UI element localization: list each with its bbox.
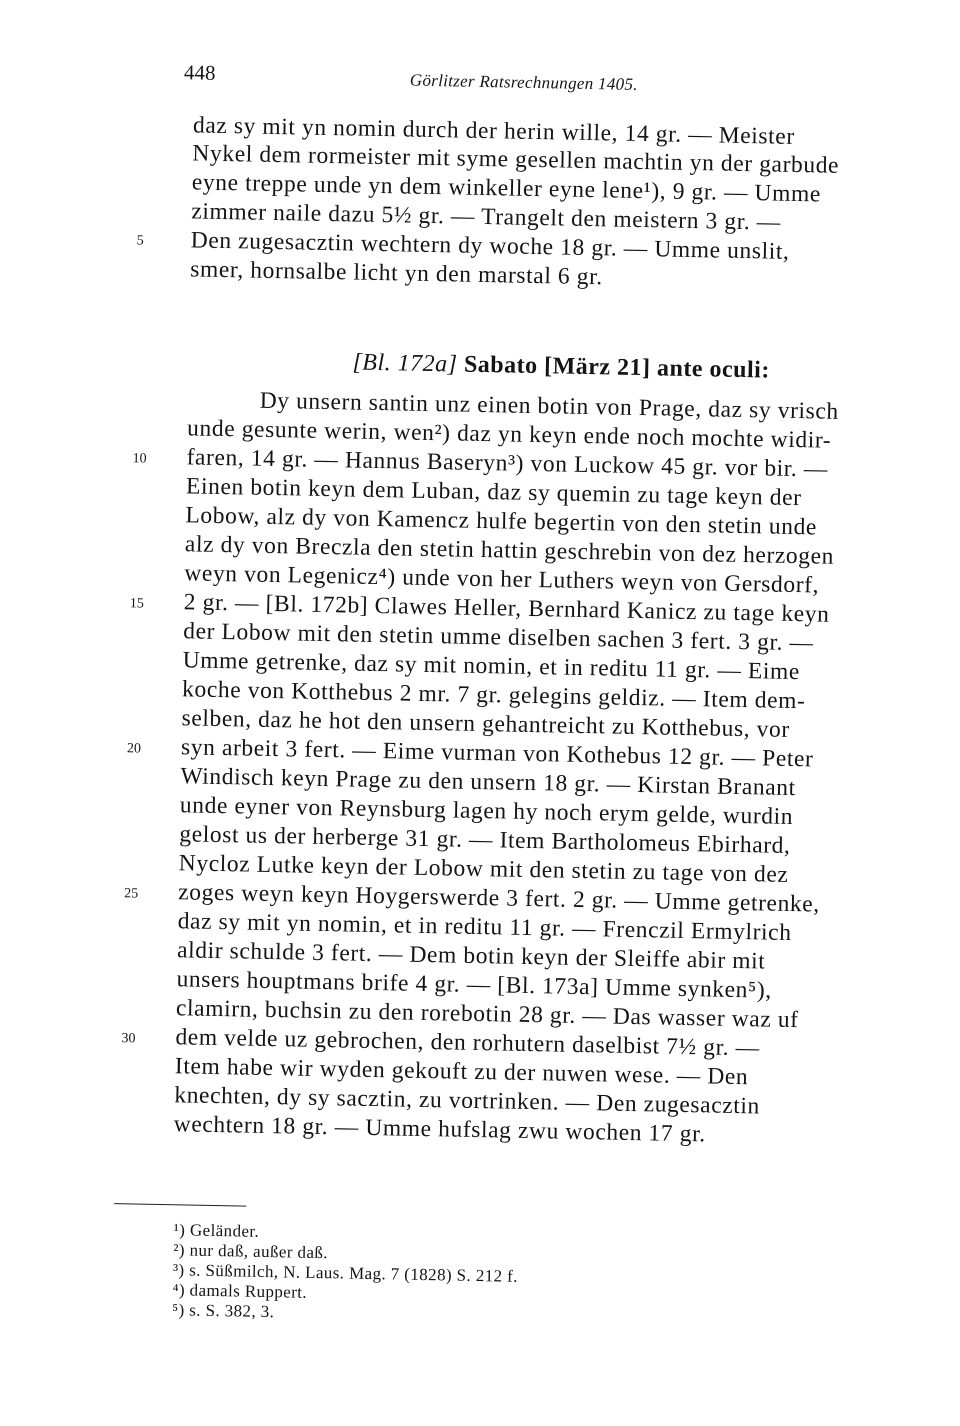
text-line: clamirn, buchsin zu den rorebotin 28 gr. — Das wasser waz uf: [175, 995, 799, 1034]
line-number: 5: [136, 233, 144, 249]
text-line: dem velde uz gebrochen, den rorhutern daselbist 7½ gr. —: [175, 1024, 761, 1062]
line-number: 25: [124, 886, 139, 902]
section-heading: [352, 349, 770, 384]
footnote: ⁴) damals Ruppert.: [172, 1280, 308, 1302]
line-number: 10: [132, 451, 147, 467]
text-line: der Lobow mit den stetin umme diselben sachen 3 fert. 3 gr. —: [183, 618, 814, 657]
text-line: Umme getrenke, daz sy mit nomin, et in reditu 11 gr. — Eime: [182, 647, 801, 686]
folio-reference: [Bl. 172a]: [352, 349, 458, 378]
text-line: knechten, dy sy sacztin, zu vortrinken. — Den zugesacztin: [174, 1082, 761, 1120]
text-line: unde eyner von Reynsburg lagen hy noch erym gelde, wurdin: [179, 792, 794, 831]
paragraph-2: [121, 386, 928, 1148]
text-line: unde gesunte werin, wen²) daz yn keyn ende noch mochte widir-: [186, 415, 832, 454]
line-number: 30: [121, 1031, 136, 1047]
text-line: Einen botin keyn dem Luban, daz sy quemin zu tage keyn der: [185, 473, 802, 512]
text-line: daz sy mit yn nomin durch der herin wille, 14 gr. — Meister: [192, 112, 796, 150]
page-number: 448: [183, 60, 216, 85]
line-number: 20: [126, 741, 142, 757]
text-line: koche von Kotthebus 2 mr. 7 gr. gelegins geldiz. — Item dem-: [181, 676, 806, 715]
footnote-divider: [114, 1203, 246, 1207]
footnote: ¹) Geländer.: [173, 1220, 260, 1241]
text-line: Nykel dem rormeister mit syme gesellen machtin yn der garbude: [192, 140, 840, 179]
text-line: Den zugesacztin wechtern dy woche 18 gr. — Umme unslit,: [190, 227, 790, 265]
text-line: unsers houptmans brife 4 gr. — [Bl. 173a] Umme synken⁵),: [176, 966, 772, 1004]
text-line: syn arbeit 3 fert. — Eime vurman von Kothebus 12 gr. — Peter: [180, 734, 814, 773]
text-line: daz sy mit yn nomin, et in reditu 11 gr. — Frenczil Ermylrich: [177, 908, 792, 947]
running-title: Görlitzer Ratsrechnungen 1405.: [409, 70, 638, 94]
text-line: Nycloz Lutke keyn der Lobow mit den stetin zu tage von dez: [178, 850, 789, 888]
footnote: ³) s. Süßmilch, N. Laus. Mag. 7 (1828) S. 212 f.: [172, 1260, 519, 1286]
text-line: aldir schulde 3 fert. — Dem botin keyn der Sleiffe abir mit: [176, 937, 766, 975]
text-line: Lobow, alz dy von Kamencz hulfe begertin von den stetin unde: [185, 502, 818, 541]
text-line: eyne treppe unde yn dem winkeller eyne lene¹), 9 gr. — Umme: [191, 169, 822, 208]
text-line: smer, hornsalbe licht yn den marstal 6 gr.: [189, 256, 603, 291]
text-line: Item habe wir wyden gekouft zu der nuwen wese. — Den: [174, 1053, 749, 1091]
text-line: wechtern 18 gr. — Umme hufslag zwu wochen 17 gr.: [173, 1111, 706, 1148]
text-line: weyn von Legenicz⁴) unde von her Luthers weyn von Gersdorf,: [184, 560, 820, 599]
text-line: zoges weyn keyn Hoygerswerde 3 fert. 2 gr. — Umme getrenke,: [178, 879, 821, 918]
text-line: Dy unsern santin unz einen botin von Prage, daz sy vrisch: [259, 387, 840, 425]
text-line: 2 gr. — [Bl. 172b] Clawes Heller, Bernhard Kanicz zu tage keyn: [183, 589, 830, 628]
page-header: [184, 60, 744, 101]
text-line: selben, daz he hot den unsern gehantreicht zu Kotthebus, vor: [181, 705, 791, 743]
line-number: 15: [129, 596, 144, 612]
paragraph-1: [136, 112, 933, 291]
footnote: ²) nur daß, außer daß.: [173, 1240, 329, 1263]
text-line: zimmer naile dazu 5½ gr. — Trangelt den meistern 3 gr. —: [191, 198, 782, 236]
text-line: Windisch keyn Prage zu den unsern 18 gr. — Kirstan Branant: [180, 763, 796, 802]
text-line: gelost us der herberge 31 gr. — Item Bartholomeus Ebirhard,: [179, 821, 791, 859]
footnote: ⁵) s. S. 382, 3.: [172, 1300, 275, 1322]
text-line: alz dy von Breczla den stetin hattin geschrebin von dez herzogen: [184, 531, 835, 570]
text-line: faren, 14 gr. — Hannus Baseryn³) von Luckow 45 gr. vor bir. —: [186, 444, 829, 483]
section-title: Sabato [März 21] ante oculi:: [463, 351, 771, 384]
